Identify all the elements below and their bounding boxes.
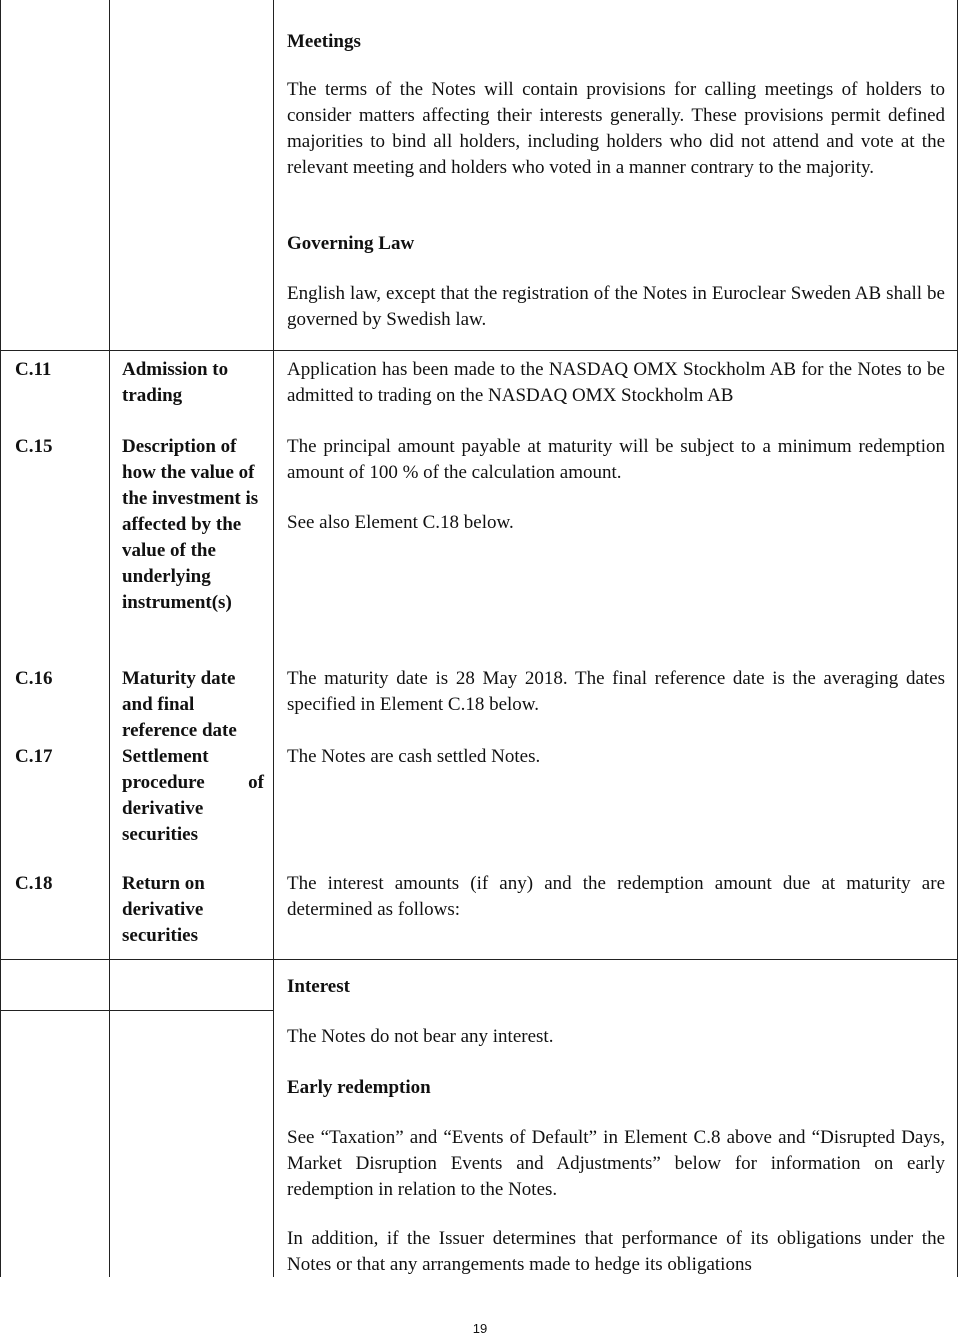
element-code-c16: C.16 [15, 668, 53, 689]
element-text-c11: Application has been made to the NASDAQ OMX Stockholm AB for the Notes to be admitted to trading on the NASDAQ OMX Stockholm AB [287, 359, 945, 406]
early-redemption-body-continued: In addition, if the Issuer determines that performance of its obligations under the Notes or that any arrangements made to hedge its obligations [287, 1228, 945, 1275]
element-text-c15: The principal amount payable at maturity will be subject to a minimum redemption amount of 100 % of the calculation amount. [287, 436, 945, 483]
element-code-c15: C.15 [15, 436, 53, 457]
early-redemption-heading: Early redemption [287, 1077, 431, 1098]
element-label-c15: Description of how the value of the investment is affected by the value of the underlying instrument(s) [122, 436, 259, 613]
interest-body: The Notes do not bear any interest. [287, 1026, 554, 1047]
element-label-c16: Maturity date and final reference date [122, 668, 237, 741]
meetings-heading: Meetings [287, 31, 361, 52]
element-label-c17: Settlement procedure of derivative securities [122, 746, 264, 845]
meetings-body: The terms of the Notes will contain provisions for calling meetings of holders to consider matters affecting their interests generally. These provisions permit defined majorities to bind all holders, including holders who did not attend and vote at the relevant meeting and holders who voted in a manner contrary to the majority. [287, 79, 945, 178]
column-divider-1 [109, 0, 110, 1277]
governing-law-body: English law, except that the registration of the Notes in Euroclear Sweden AB shall be governed by Swedish law. [287, 283, 945, 330]
table-left-border [0, 0, 1, 1277]
element-text-c15-see-also: See also Element C.18 below. [287, 512, 514, 533]
interest-heading: Interest [287, 976, 350, 997]
element-text-c17: The Notes are cash settled Notes. [287, 746, 541, 767]
element-code-c11: C.11 [15, 359, 52, 380]
element-text-c16: The maturity date is 28 May 2018. The final reference date is the averaging dates specified in Element C.18 below. [287, 668, 945, 715]
table-right-border [957, 0, 958, 1277]
row-divider-interest [0, 1010, 273, 1011]
element-label-c11: Admission to trading [122, 359, 229, 406]
element-code-c17: C.17 [15, 746, 53, 767]
row-divider-c18 [0, 959, 958, 960]
governing-law-heading: Governing Law [287, 233, 415, 254]
element-label-c18: Return on derivative securities [122, 873, 205, 946]
early-redemption-body: See “Taxation” and “Events of Default” in Element C.8 above and “Disrupted Days, Market Disruption Events and Adjustments” below for information on early redemption in relation to the Notes. [287, 1127, 945, 1200]
element-code-c18: C.18 [15, 873, 53, 894]
column-divider-2 [273, 0, 274, 1277]
row-divider-top-block [0, 350, 958, 351]
page-number: 19 [472, 1321, 488, 1336]
element-text-c18: The interest amounts (if any) and the redemption amount due at maturity are determined as follows: [287, 873, 945, 920]
